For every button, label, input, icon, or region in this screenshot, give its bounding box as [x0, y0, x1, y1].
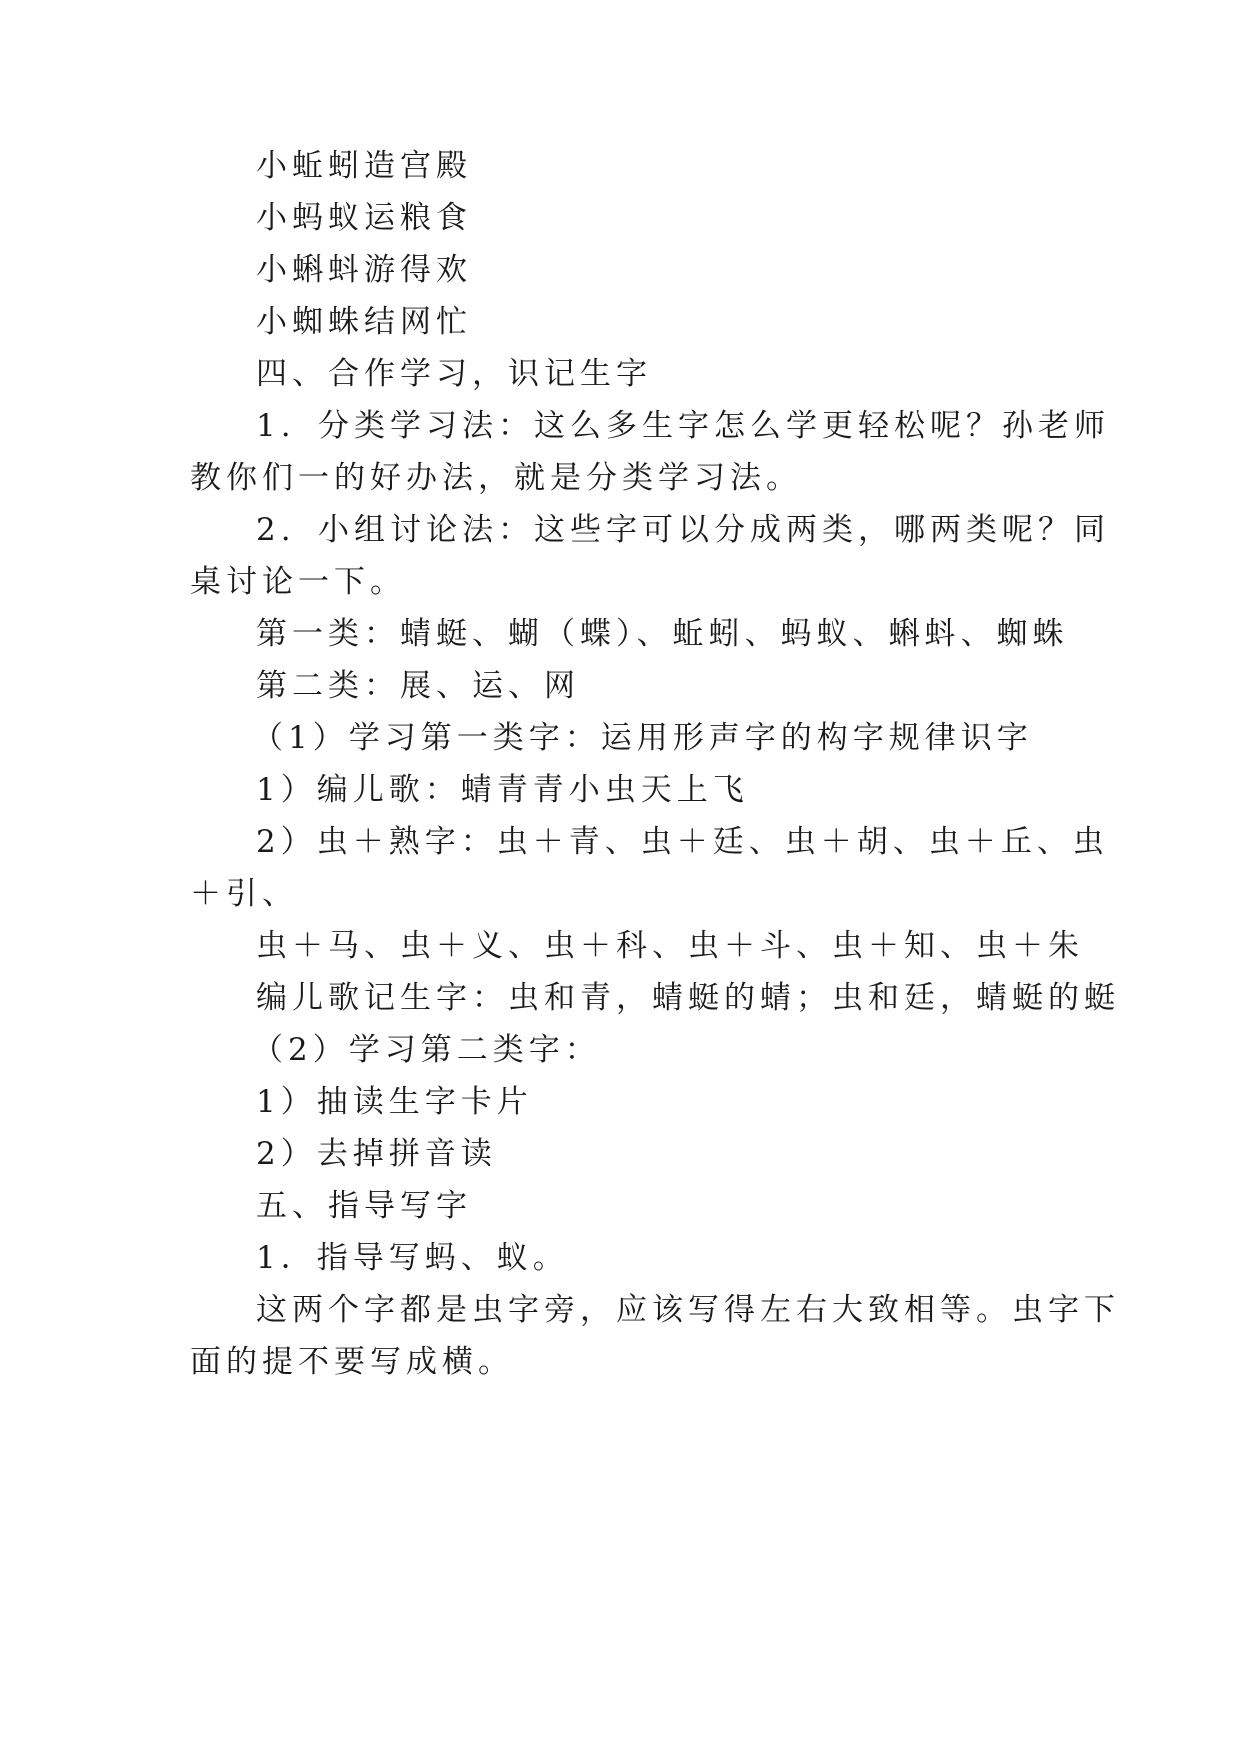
paragraph-text: 分类学习法：这么多生字怎么学更轻松呢？孙老师 [318, 408, 1110, 444]
text-line: 虫＋马、虫＋义、虫＋科、虫＋斗、虫＋知、虫＋朱 [256, 928, 1084, 964]
section-heading-4: 四、合作学习，识记生字 [256, 356, 652, 392]
paragraph-continuation: 面的提不要写成横。 [190, 1344, 514, 1380]
category-two-line: 第二类：展、运、网 [256, 668, 580, 704]
text-line: 这两个字都是虫字旁，应该写得左右大致相等。虫字下 [256, 1292, 1120, 1328]
step-line: 1）抽读生字卡片 [256, 1084, 533, 1120]
step-line: 1．指导写蚂、蚁。 [256, 1240, 569, 1276]
paragraph-text: 小组讨论法：这些字可以分成两类，哪两类呢？同 [318, 512, 1110, 548]
subsection-heading-1: （1）学习第一类字：运用形声字的构字规律识字 [252, 720, 1033, 756]
poem-line-2: 小蚂蚁运粮食 [256, 200, 472, 236]
paragraph-continuation: 桌讨论一下。 [190, 564, 406, 600]
paragraph-continuation: ＋引、 [190, 876, 298, 912]
step-line: 1）编儿歌：蜻青青小虫天上飞 [256, 772, 749, 808]
step-line: 2）去掉拼音读 [256, 1136, 497, 1172]
poem-line-4: 小蜘蛛结网忙 [256, 304, 472, 340]
step-line: 2）虫＋熟字：虫＋青、虫＋廷、虫＋胡、虫＋丘、虫 [256, 824, 1109, 860]
poem-line-1: 小蚯蚓造宫殿 [256, 148, 472, 184]
item-number: 2. [256, 512, 296, 548]
item-number: 1. [256, 408, 296, 444]
numbered-paragraph-1 [256, 406, 1126, 446]
category-one-line: 第一类：蜻蜓、蝴（蝶）、蚯蚓、蚂蚁、蝌蚪、蜘蛛 [256, 616, 1069, 652]
section-heading-5: 五、指导写字 [256, 1188, 472, 1224]
numbered-paragraph-2 [256, 510, 1126, 550]
paragraph-continuation: 教你们一的好办法，就是分类学习法。 [190, 460, 802, 496]
text-line: 编儿歌记生字：虫和青，蜻蜓的蜻；虫和廷，蜻蜓的蜓 [256, 980, 1120, 1016]
poem-line-3: 小蝌蚪游得欢 [256, 252, 472, 288]
subsection-heading-2: （2）学习第二类字： [252, 1032, 601, 1068]
